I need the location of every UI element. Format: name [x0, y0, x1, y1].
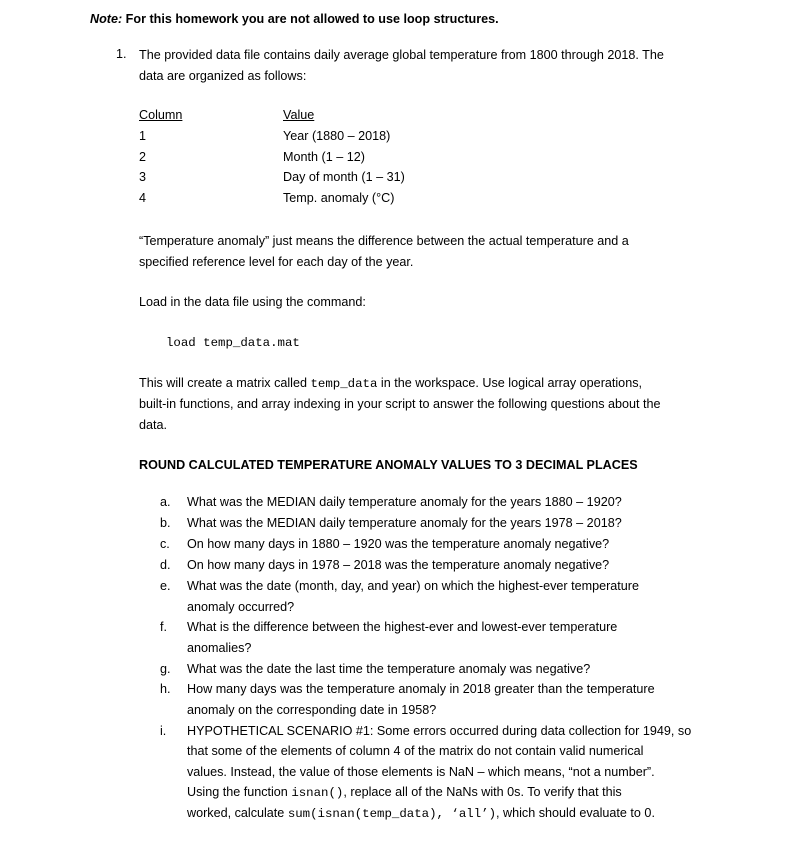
question-text: On how many days in 1880 – 1920 was the temperature anomaly negative?: [187, 537, 610, 551]
matrix-paragraph-line-3: data.: [139, 418, 168, 432]
question-letter: i.: [160, 724, 167, 738]
problem-intro-line-1: The provided data file contains daily average global temperature from 1800 through 2018. The: [139, 48, 664, 62]
question-letter: e.: [160, 579, 171, 593]
table-cell-column: 2: [139, 150, 147, 164]
table-cell-value: Year (1880 – 2018): [283, 129, 391, 143]
question-text: On how many days in 1978 – 2018 was the temperature anomaly negative?: [187, 558, 610, 572]
question-text: What is the difference between the highest-ever and lowest-ever temperature: [187, 620, 618, 634]
question-letter: g.: [160, 662, 171, 676]
table-cell-column: 1: [139, 129, 147, 143]
inline-code: isnan(): [291, 786, 344, 800]
homework-note: [90, 12, 499, 26]
table-cell-value: Day of month (1 – 31): [283, 170, 405, 184]
anomaly-definition-line-1: “Temperature anomaly” just means the difference between the actual temperature and a: [139, 234, 629, 248]
question-text: What was the date (month, day, and year) on which the highest-ever temperature: [187, 579, 639, 593]
note-label: Note:: [90, 12, 123, 26]
matrix-paragraph-line-2: built-in functions, and array indexing in your script to answer the following questions about the: [139, 397, 661, 411]
question-text: What was the date the last time the temperature anomaly was negative?: [187, 662, 591, 676]
inline-code: temp_data: [310, 377, 378, 391]
inline-code: sum(isnan(temp_data), ‘all’): [287, 807, 497, 821]
problem-intro-line-2: data are organized as follows:: [139, 69, 307, 83]
load-command: load temp_data.mat: [166, 336, 300, 350]
table-cell-value: Month (1 – 12): [283, 150, 365, 164]
matrix-paragraph-line-1: This will create a matrix called temp_data in the workspace. Use logical array operations,: [139, 376, 642, 391]
question-letter: d.: [160, 558, 171, 572]
note-text: For this homework you are not allowed to use loop structures.: [122, 12, 499, 26]
table-cell-column: 4: [139, 191, 147, 205]
question-text: How many days was the temperature anomaly in 2018 greater than the temperature: [187, 682, 655, 696]
table-cell-column: 3: [139, 170, 147, 184]
table-cell-value: Temp. anomaly (°C): [283, 191, 395, 205]
question-text: What was the MEDIAN daily temperature anomaly for the years 1880 – 1920?: [187, 495, 622, 509]
table-header-column: Column: [139, 108, 183, 122]
table-header-value: Value: [283, 108, 315, 122]
question-letter: b.: [160, 516, 171, 530]
question-letter: f.: [160, 620, 167, 634]
question-letter: a.: [160, 495, 171, 509]
question-text: What was the MEDIAN daily temperature anomaly for the years 1978 – 2018?: [187, 516, 622, 530]
question-text: HYPOTHETICAL SCENARIO #1: Some errors occurred during data collection for 1949, so: [187, 724, 692, 738]
question-letter: h.: [160, 682, 171, 696]
round-heading: ROUND CALCULATED TEMPERATURE ANOMALY VALUES TO 3 DECIMAL PLACES: [139, 458, 638, 472]
problem-number: 1.: [116, 47, 127, 61]
load-instruction: Load in the data file using the command:: [139, 295, 366, 309]
anomaly-definition-line-2: specified reference level for each day of the year.: [139, 255, 414, 269]
question-letter: c.: [160, 537, 170, 551]
